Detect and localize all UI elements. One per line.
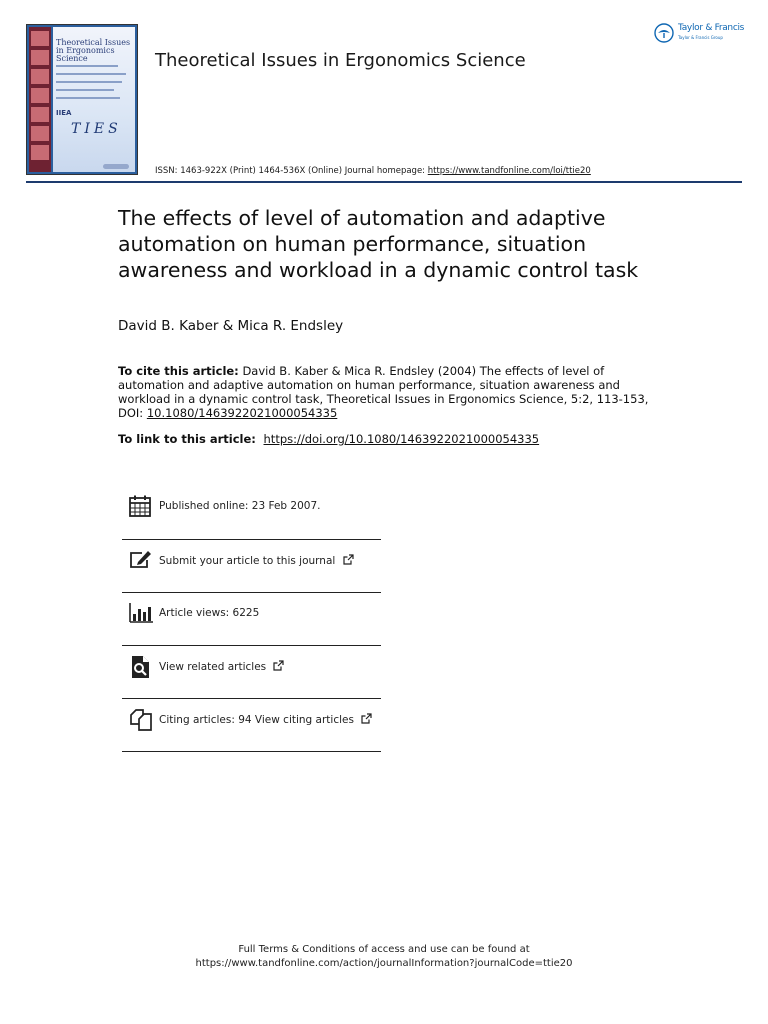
external-link-icon: [343, 554, 354, 565]
publisher-subname: Taylor & Francis Group: [678, 35, 723, 40]
journal-title[interactable]: Theoretical Issues in Ergonomics Science: [155, 50, 526, 71]
citing-documents-icon: [128, 707, 154, 733]
article-authors: David B. Kaber & Mica R. Endsley: [118, 318, 344, 334]
published-online-text: Published online: 23 Feb 2007.: [159, 500, 321, 512]
submit-article-text[interactable]: Submit your article to this journal: [159, 555, 336, 567]
publisher-name: Taylor & Francis: [678, 23, 745, 33]
publisher-logo[interactable]: [654, 22, 746, 48]
issn-text: ISSN: 1463-922X (Print) 1464-536X (Online) Journal homepage:: [155, 166, 426, 176]
publisher-logo-icon: [654, 23, 674, 43]
article-link-label: To link to this article:: [118, 432, 256, 446]
citing-articles-item[interactable]: [122, 699, 381, 752]
terms-link[interactable]: https://www.tandfonline.com/action/journalInformation?journalCode=ttie20: [195, 958, 573, 969]
terms-footer: [0, 943, 768, 971]
citation-label: To cite this article:: [118, 364, 239, 378]
citation-text: David B. Kaber & Mica R. Endsley (2004) The effects of level of automation and adaptive automation on human performance, situation awareness and workload in a dynamic control task, Theoretical Issues in Ergonomics Science, 5:2, 113-153, DOI:: [118, 364, 649, 420]
header-divider: [26, 181, 742, 183]
article-title: The effects of level of automation and adaptive automation on human performance, situation awareness and workload in a dynamic control task: [118, 206, 639, 282]
related-articles-text[interactable]: View related articles: [159, 661, 267, 673]
cover-publisher-mark: [103, 164, 129, 169]
published-online-item: [122, 486, 381, 540]
journal-cover-image[interactable]: [26, 24, 138, 175]
related-articles-item[interactable]: [122, 646, 381, 699]
external-link-icon: [361, 713, 372, 724]
external-link-icon: [273, 660, 284, 671]
citing-articles-text[interactable]: Citing articles: 94 View citing articles: [159, 714, 354, 726]
article-views-item: [122, 593, 381, 646]
article-doi-link[interactable]: https://doi.org/10.1080/1463922021000054335: [263, 432, 540, 446]
cover-photo-strip: [29, 27, 51, 172]
cover-art-text: TIES: [71, 121, 122, 137]
cover-badge: IIEA: [56, 109, 72, 117]
search-document-icon: [128, 654, 154, 680]
edit-icon: [128, 548, 154, 574]
cover-title: Theoretical Issues in Ergonomics Science: [56, 38, 131, 63]
bar-chart-icon: [128, 601, 154, 627]
calendar-icon: [128, 494, 154, 520]
article-link-line: [118, 432, 539, 446]
article-metadata-list: [122, 486, 381, 752]
issn-line: [155, 166, 591, 176]
article-views-text: Article views: 6225: [159, 607, 260, 619]
citation-doi[interactable]: 10.1080/1463922021000054335: [146, 406, 338, 420]
citation-block: [118, 364, 663, 420]
journal-homepage-link[interactable]: https://www.tandfonline.com/loi/ttie20: [427, 166, 591, 176]
terms-text: Full Terms & Conditions of access and use can be found at: [238, 944, 530, 955]
submit-article-item[interactable]: [122, 540, 381, 593]
